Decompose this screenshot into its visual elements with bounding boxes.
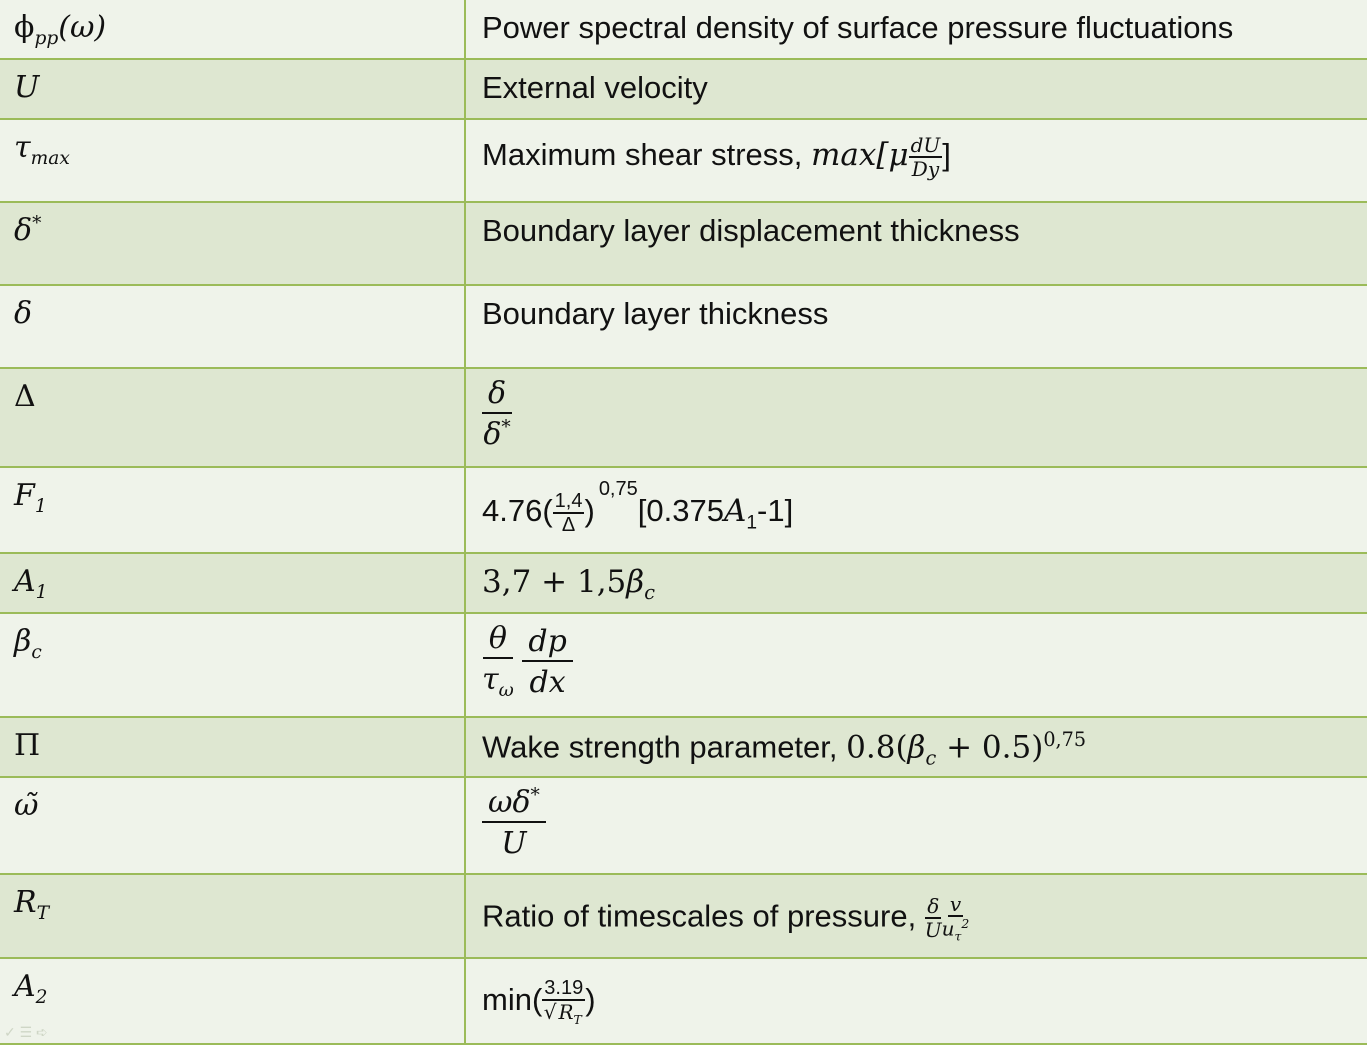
symbol-cell: $A_2$: [0, 959, 466, 1043]
table-row: [0, 203, 1367, 286]
description-cell: Wake strength parameter, $0.8(\beta_c + 0.5)^{0,75}$: [466, 718, 1367, 776]
symbol-cell: $A_1$: [0, 554, 466, 612]
table-row: [0, 554, 1367, 614]
table-row: [0, 369, 1367, 468]
table-row: [0, 286, 1367, 369]
symbol-cell: $R_T$: [0, 875, 466, 957]
symbol-cell: U: [0, 60, 466, 118]
description-cell: Boundary layer displacement thickness: [466, 203, 1367, 284]
description-cell: $\frac{\theta}{\tau_\omega}$ $\frac{dp}{dx}$: [466, 614, 1367, 716]
description-cell: $\frac{\omega\delta^*}{U}$: [466, 778, 1367, 873]
description-cell: Power spectral density of surface pressure fluctuations: [466, 0, 1367, 58]
description-cell: 4.76( $\frac{1,4}{\Delta}$ )$^{0,75}[0.375A_1-1]$: [466, 468, 1367, 552]
table-row: [0, 120, 1367, 203]
symbol-cell: δ: [0, 286, 466, 367]
description-cell: External velocity: [466, 60, 1367, 118]
table-row: [0, 959, 1367, 1045]
slide-nav-icons: ✓ ☰ ➪: [4, 1024, 48, 1041]
table-row: [0, 718, 1367, 778]
description-cell: $\frac{\delta}{\delta^*}$: [466, 369, 1367, 466]
table-row: [0, 468, 1367, 554]
symbol-cell: $\tau_{max}$: [0, 120, 466, 201]
description-cell: Boundary layer thickness: [466, 286, 1367, 367]
description-cell: $3,7 + 1,5\beta_c$: [466, 554, 1367, 612]
description-cell: Maximum shear stress, max[μ $\frac{dU}{Dy}$ ]: [466, 120, 1367, 201]
symbol-cell: Π: [0, 718, 466, 776]
symbol-cell: $F_1$: [0, 468, 466, 552]
description-cell: Ratio of timescales of pressure, $\frac{\delta}{U}$ $\frac{v}{u_\tau^2}$: [466, 875, 1367, 957]
symbol-cell: $\beta_c$: [0, 614, 466, 716]
symbol-cell: Δ: [0, 369, 466, 466]
symbol-cell: ω̃: [0, 778, 466, 873]
symbol-cell: δ*: [0, 203, 466, 284]
table-row: [0, 778, 1367, 875]
table-row: [0, 0, 1367, 60]
description-cell: min( $\frac{3.19}{√ R_T}$ ): [466, 959, 1367, 1043]
table-row: [0, 875, 1367, 959]
symbol-cell: $\phi_{pp}(\omega)$: [0, 0, 466, 58]
table-row: [0, 60, 1367, 120]
table-row: [0, 614, 1367, 718]
